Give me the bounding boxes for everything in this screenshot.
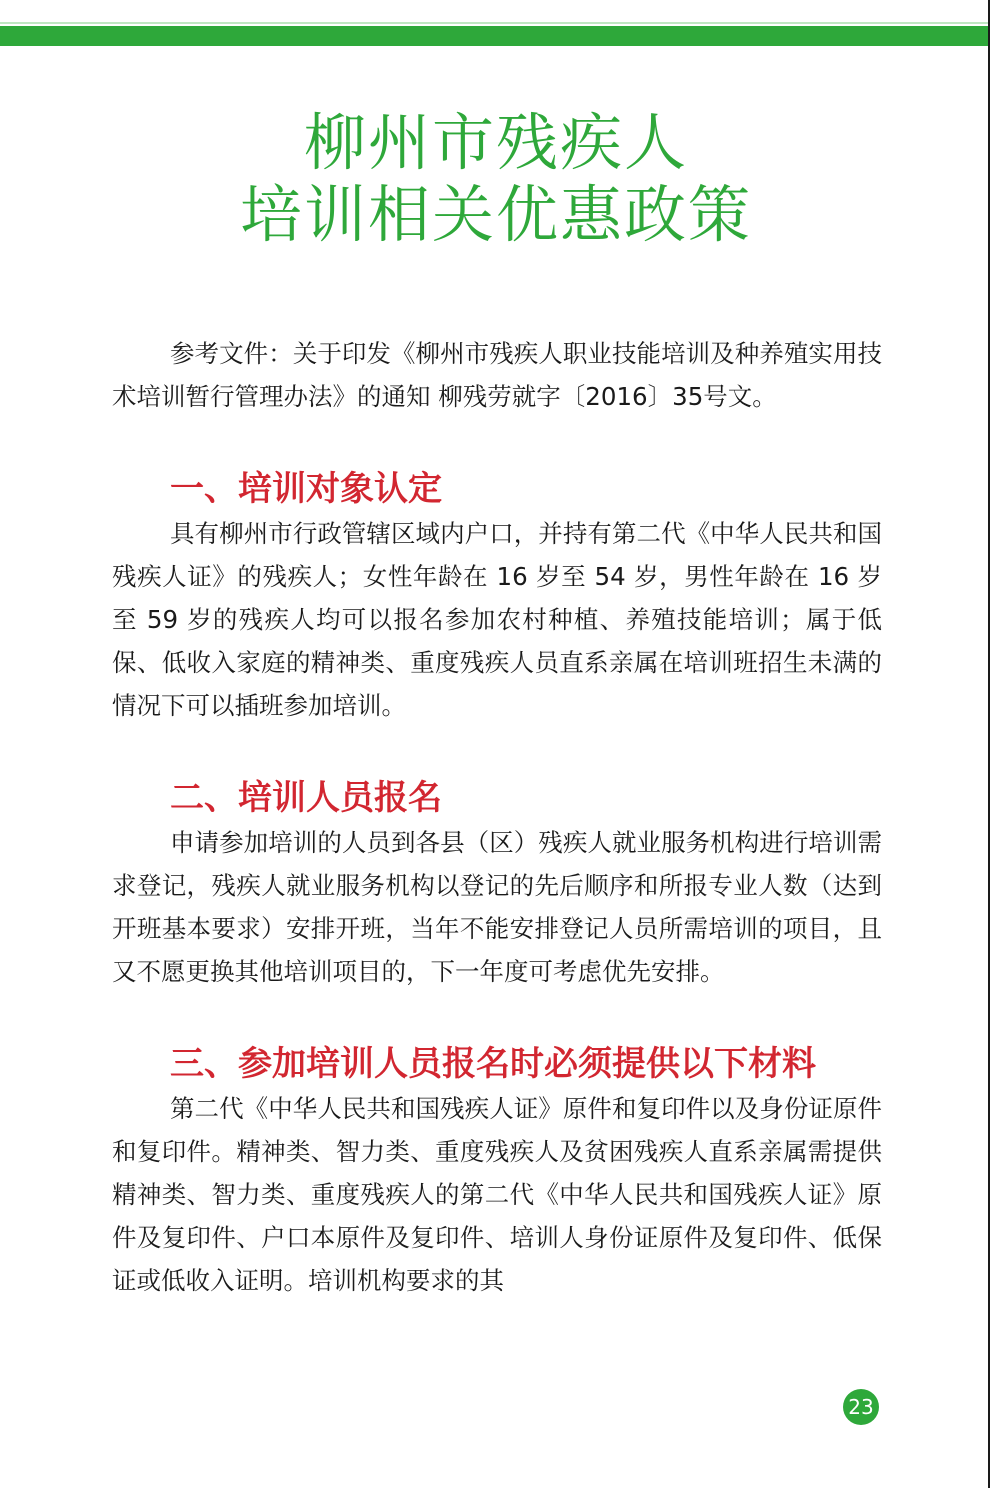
document-body xyxy=(112,332,882,1302)
section-body-registration: 申请参加培训的人员到各县（区）残疾人就业服务机构进行培训需求登记，残疾人就业服务机构以登记的先后顺序和所报专业人数（达到开班基本要求）安排开班，当年不能安排登记人员所需培训的项目，且又不愿更换其他培训项目的，下一年度可考虑优先安排。 xyxy=(112,828,882,986)
section-body-materials: 第二代《中华人民共和国残疾人证》原件和复印件以及身份证原件和复印件。精神类、智力类、重度残疾人及贫困残疾人直系亲属需提供精神类、智力类、重度残疾人的第二代《中华人民共和国残疾人证》原件及复印件、户口本原件及复印件、培训人身份证原件及复印件、低保证或低收入证明。培训机构要求的其 xyxy=(112,1094,882,1295)
section-heading-eligibility: 一、培训对象认定 xyxy=(170,469,442,509)
header-thin-rule xyxy=(0,22,988,24)
section-body-eligibility: 具有柳州市行政管辖区域内户口，并持有第二代《中华人民共和国残疾人证》的残疾人；女性年龄在 16 岁至 54 岁，男性年龄在 16 岁至 59 岁的残疾人均可以报名参加农村种植、养殖技能培训；属于低保、低收入家庭的精神类、重度残疾人员直系亲属在培训班招生未满的情况下可以插班参加培训。 xyxy=(112,519,882,720)
header-green-bar xyxy=(0,26,988,46)
section-heading-materials: 三、参加培训人员报名时必须提供以下材料 xyxy=(170,1044,816,1084)
page-title-line-1: 柳州市残疾人 xyxy=(303,106,688,179)
section-heading-registration: 二、培训人员报名 xyxy=(170,778,442,818)
page-title-line-2: 培训相关优惠政策 xyxy=(239,178,752,251)
reference-paragraph: 参考文件：关于印发《柳州市残疾人职业技能培训及种养殖实用技术培训暂行管理办法》的通知 柳残劳就字〔2016〕35号文。 xyxy=(112,339,882,411)
page-number-badge: 23 xyxy=(843,1389,879,1425)
